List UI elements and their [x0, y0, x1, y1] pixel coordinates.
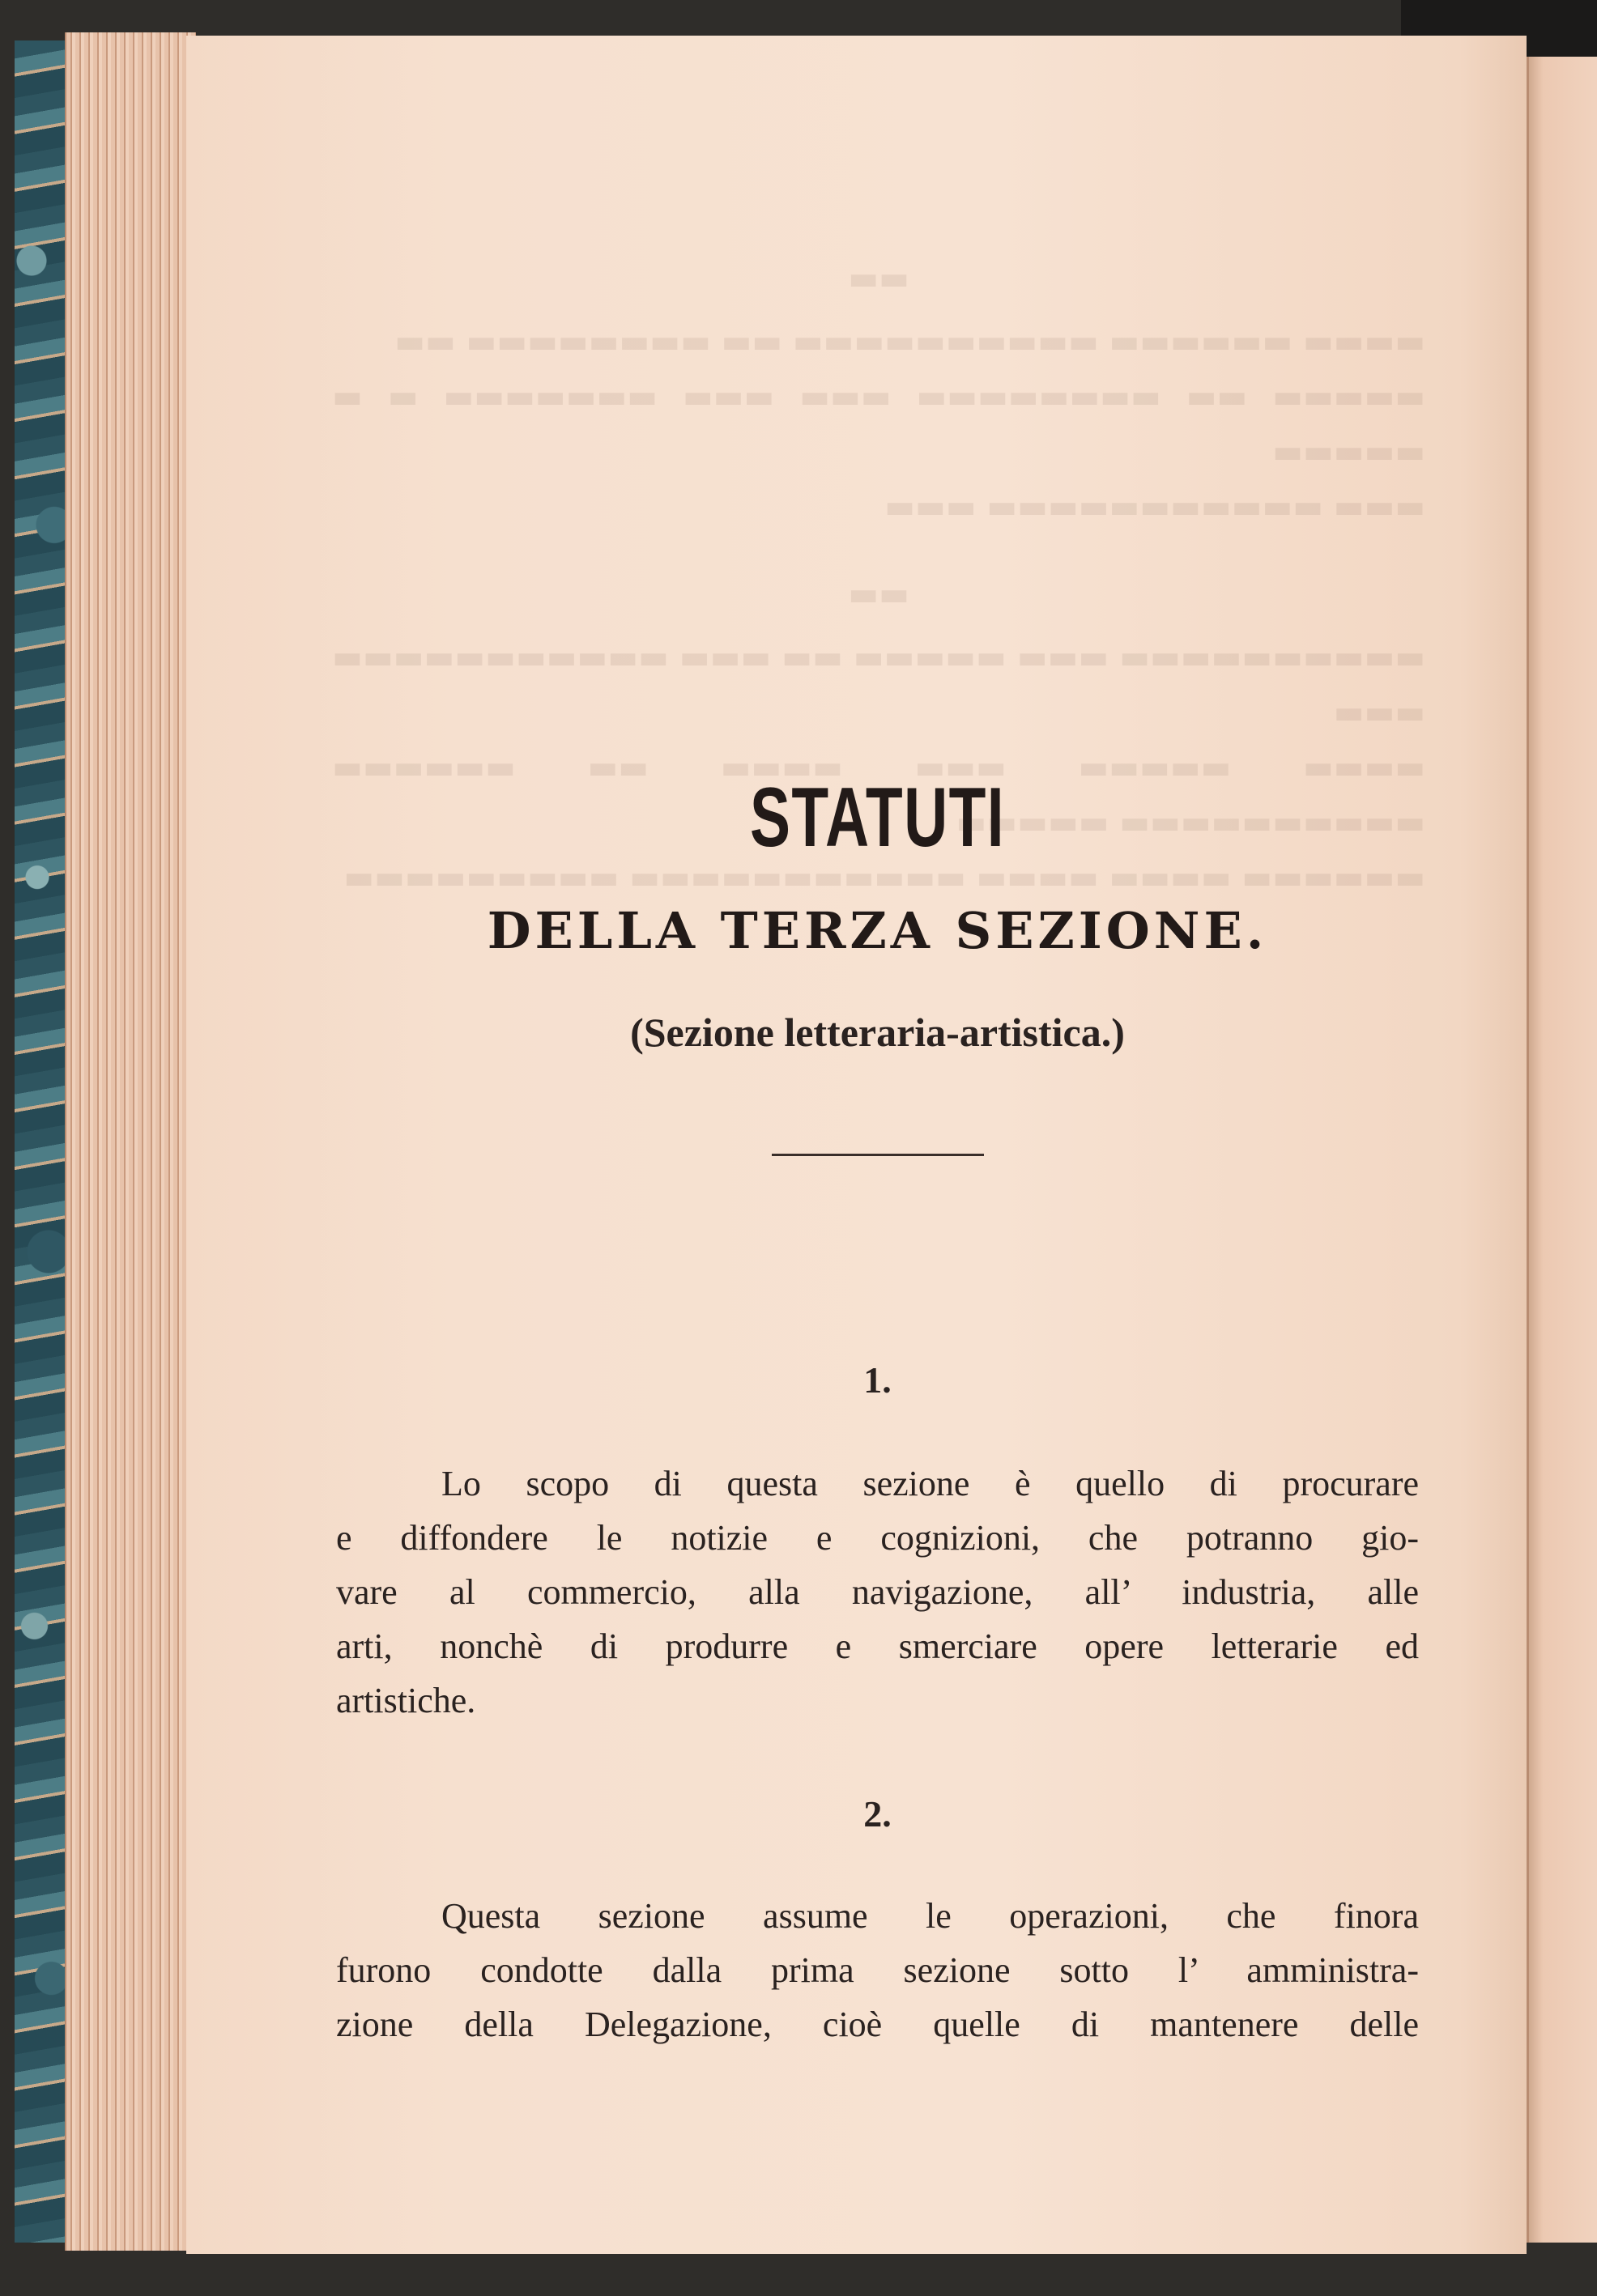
- section-paragraph: [336, 1456, 1419, 1728]
- section-number: 1.: [863, 1359, 892, 1401]
- page-content: [336, 769, 1419, 2052]
- section-number: 2.: [863, 1793, 892, 1835]
- show-through-texture: ▬▬ ▬▬▬▬ ▬▬▬▬▬▬ ▬▬▬▬▬▬▬▬▬▬ ▬▬ ▬▬▬▬▬▬▬▬ ▬▬ ▬▬▬▬▬ ▬▬ ▬▬▬▬▬▬▬▬ ▬▬▬ ▬▬▬ ▬▬▬▬▬▬▬ ▬ ▬ ▬▬▬▬▬ ▬▬▬ ▬▬▬▬▬▬▬▬▬▬▬ ▬▬▬ ▬▬ ▬▬▬▬▬▬▬▬▬▬ ▬▬▬ ▬▬▬▬▬ ▬▬ ▬▬▬ ▬▬▬▬▬▬▬▬▬▬▬ ▬▬▬ ▬▬▬▬ ▬▬▬▬▬ ▬▬▬ ▬▬▬▬ ▬▬ ▬▬▬▬▬▬ ▬▬▬▬▬▬▬▬▬▬ ▬▬▬▬▬ ▬▬▬▬▬▬ ▬▬▬▬ ▬▬▬▬ ▬▬▬▬▬▬▬▬▬▬▬ ▬▬▬▬▬▬▬▬▬: [332, 259, 1425, 896]
- paragraph-line: furono condotte dalla prima sezione sotto l’ amministra-: [336, 1950, 1419, 1990]
- paragraph-line: artistiche.: [336, 1681, 476, 1720]
- paragraph-line: vare al commercio, alla navigazione, all’ industria, alle: [336, 1572, 1419, 1612]
- paragraph-line: arti, nonchè di produrre e smerciare opere letterarie ed: [336, 1626, 1419, 1666]
- facing-page-edge: [1527, 57, 1597, 2243]
- document-parenthetical: (Sezione letteraria-artistica.): [630, 1010, 1125, 1055]
- divider-rule: [772, 1154, 984, 1156]
- paragraph-line: Questa sezione assume le operazioni, che finora: [441, 1896, 1419, 1936]
- page-edges: [65, 32, 196, 2251]
- paragraph-line: Lo scopo di questa sezione è quello di procurare: [441, 1464, 1419, 1503]
- document-subtitle: DELLA TERZA SEZIONE.: [487, 901, 1268, 960]
- paragraph-line: zione della Delegazione, cioè quelle di mantenere delle: [336, 2005, 1419, 2044]
- paragraph-line: e diffondere le notizie e cognizioni, che potranno gio-: [336, 1518, 1419, 1558]
- section-paragraph: [336, 1889, 1419, 2052]
- document-title: STATUTI: [749, 771, 1006, 865]
